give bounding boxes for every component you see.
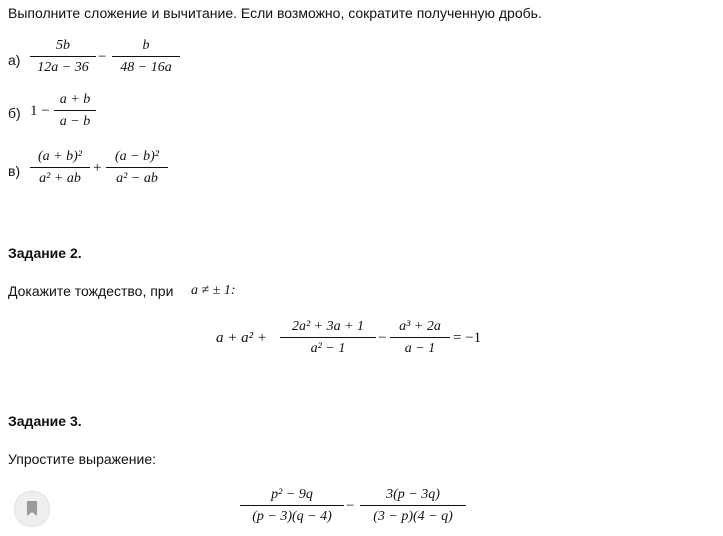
operator-a: − <box>98 49 107 65</box>
fraction-task2-1-denominator: a² − 1 <box>280 337 376 357</box>
fraction-task2-1 <box>280 318 376 357</box>
fraction-c-1 <box>30 148 90 187</box>
task2-text: Докажите тождество, при <box>8 283 174 299</box>
fraction-task2-1-numerator: 2a² + 3a + 1 <box>291 319 365 334</box>
fraction-task3-2-numerator: 3(p − 3q) <box>386 487 440 502</box>
fraction-a-2 <box>112 37 180 76</box>
fraction-task3-2 <box>360 486 466 525</box>
fraction-task3-1 <box>240 486 344 525</box>
fraction-a-1-denominator: 12a − 36 <box>30 56 96 76</box>
fraction-task3-1-denominator: (p − 3)(q − 4) <box>240 505 344 525</box>
fraction-c-2-denominator: a² − ab <box>106 167 168 187</box>
item-c-label: в) <box>8 163 21 179</box>
fraction-a-1-numerator: 5b <box>56 38 70 53</box>
intro-text: Выполните сложение и вычитание. Если возможно, сократите полученную дробь. <box>8 5 542 21</box>
fraction-task3-2-denominator: (3 − p)(4 − q) <box>360 505 466 525</box>
bookmark-icon <box>26 501 38 516</box>
bookmark-button[interactable] <box>14 491 50 527</box>
task2-title: Задание 2. <box>8 245 82 261</box>
task2-result: = −1 <box>453 330 482 346</box>
fraction-c-1-numerator: (a + b)² <box>38 149 82 164</box>
item-b-label: б) <box>8 105 21 121</box>
task2-lead: a + a² + <box>216 330 267 346</box>
fraction-b <box>54 91 96 130</box>
fraction-b-numerator: a + b <box>59 92 91 107</box>
fraction-a-2-denominator: 48 − 16a <box>112 56 180 76</box>
fraction-b-denominator: a − b <box>54 110 96 130</box>
item-b-lead: 1 − <box>30 103 50 119</box>
fraction-task2-2-numerator: a³ + 2a <box>399 319 441 334</box>
fraction-task2-2-denominator: a − 1 <box>390 337 450 357</box>
fraction-c-2 <box>106 148 168 187</box>
operator-task2: − <box>378 330 387 346</box>
operator-c: + <box>93 160 102 176</box>
task3-title: Задание 3. <box>8 413 82 429</box>
task3-text: Упростите выражение: <box>8 451 157 467</box>
fraction-c-1-denominator: a² + ab <box>30 167 90 187</box>
task2-condition: a ≠ ± 1: <box>191 283 236 298</box>
fraction-c-2-numerator: (a − b)² <box>115 149 159 164</box>
fraction-task3-1-numerator: p² − 9q <box>271 487 313 502</box>
operator-task3: − <box>346 498 355 514</box>
fraction-a-1 <box>30 37 96 76</box>
fraction-task2-2 <box>390 318 450 357</box>
fraction-a-2-numerator: b <box>142 38 150 53</box>
item-a-label: а) <box>8 52 21 68</box>
